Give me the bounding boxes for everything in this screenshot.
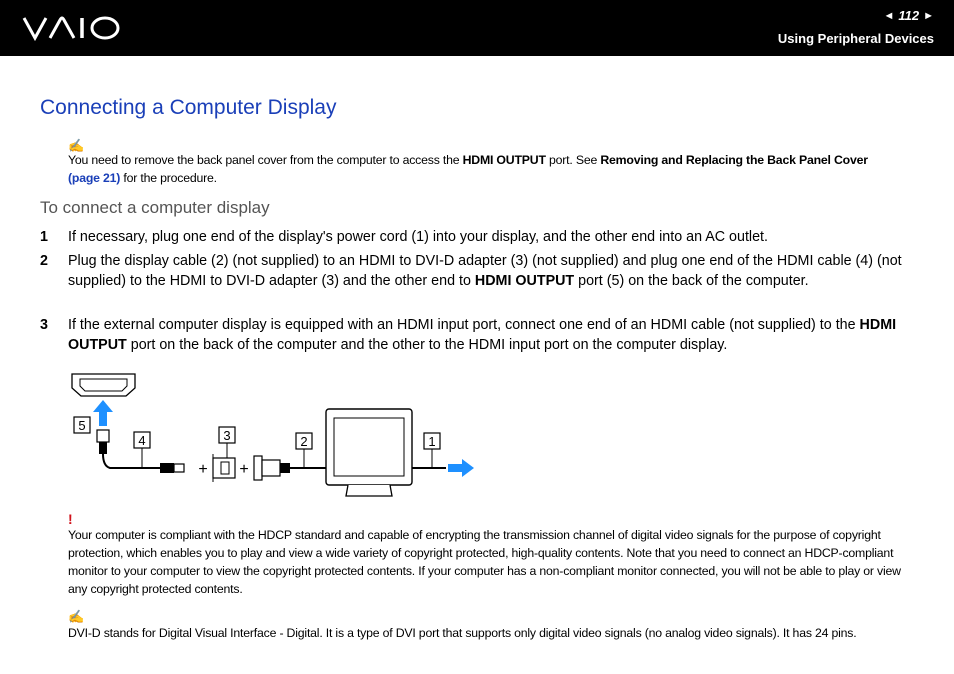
dvi-connector-icon [254, 456, 332, 480]
step-1 [40, 227, 920, 247]
step-text [68, 315, 920, 355]
step-number: 3 [40, 317, 48, 333]
callout-4-label: 4 [138, 433, 146, 448]
step-3-bold: HDMI OUTPUT [68, 317, 897, 353]
step-text [68, 251, 920, 291]
note-1-part-2: port. See [545, 153, 601, 167]
warning-mark: ! [68, 511, 73, 527]
note-2-text: DVI-D stands for Digital Visual Interface - Digital. It is a type of DVI port that supports only digital video signals (no analog video signals). It has 24 pins. [68, 626, 857, 640]
note-1-part-1: You need to remove the back panel cover from the computer to access the [68, 153, 463, 167]
next-page-arrow-icon[interactable]: ► [923, 9, 934, 22]
note-pencil-icon: ✍ [68, 609, 85, 624]
hdmi-plug-icon [160, 463, 184, 473]
callout-4 [134, 432, 150, 468]
procedure-heading: To connect a computer display [40, 198, 270, 217]
vaio-logo [22, 14, 122, 42]
step-2 [40, 251, 920, 291]
connection-diagram [70, 366, 490, 506]
section-title: Using Peripheral Devices [777, 31, 934, 46]
step-number: 1 [40, 229, 48, 245]
callout-5-label: 5 [78, 418, 86, 433]
callout-3-label: 3 [223, 428, 231, 443]
page-header [0, 0, 954, 56]
step-2-bold: HDMI OUTPUT [474, 273, 575, 289]
hdmi-port-icon [72, 374, 135, 396]
note-1-bold-hdmi: HDMI OUTPUT [462, 153, 546, 167]
callout-1 [424, 433, 440, 468]
note-1-part-3: for the procedure. [120, 171, 217, 185]
plus-sign-1: + [198, 461, 208, 478]
computer-display-icon [326, 409, 412, 496]
step-number: 2 [40, 253, 48, 269]
power-outlet-arrow-icon [448, 459, 474, 477]
callout-1-label: 1 [428, 434, 436, 449]
insert-arrow-icon [93, 400, 113, 426]
callout-3 [219, 427, 235, 458]
note-pencil-icon: ✍ [68, 138, 85, 153]
step-3 [40, 315, 920, 355]
callout-2-label: 2 [300, 434, 308, 449]
note-1-text [68, 151, 928, 187]
page-title: Connecting a Computer Display [40, 96, 337, 119]
prev-page-arrow-icon[interactable]: ◄ [883, 9, 895, 22]
hdmi-to-dvi-adapter-icon [213, 454, 235, 482]
step-text: If necessary, plug one end of the display's power cord (1) into your display, and the other end into an AC outlet. [68, 229, 768, 245]
plus-sign-2: + [239, 461, 249, 478]
page-number: 112 [898, 8, 920, 23]
step-2-part-2: port (5) on the back of the computer. [574, 273, 809, 289]
page-21-link[interactable]: (page 21) [68, 171, 121, 185]
step-2-part-1: Plug the display cable (2) (not supplied) to an HDMI to DVI-D adapter (3) (not supplied) and plug one end of the HDMI cable (4) (not supplied) to the HDMI to DVI-D adapter (3) and the other end to [68, 253, 902, 289]
step-3-part-1: If the external computer display is equipped with an HDMI input port, connect one end of an HDMI cable (not supplied) to the [68, 317, 860, 333]
note-1-bold-removing: Removing and Replacing the Back Panel Cover [600, 153, 868, 167]
warning-text: Your computer is compliant with the HDCP standard and capable of encrypting the transmission channel of digital video signals for the purpose of copyright protection, which enables you to play and view a wide variety of copyright protected, high-quality contents. Note that you need to connect an HDCP-compliant monitor to your computer to view the copyright protected contents. If your computer has a non-compliant monitor connected, you will not be able to play or view any copyright protected contents. [68, 528, 901, 596]
page-navigation [883, 8, 934, 23]
callout-5 [74, 417, 90, 433]
callout-2 [296, 433, 312, 468]
step-3-part-2: port on the back of the computer and the other to the HDMI input port on the computer display. [126, 337, 728, 353]
